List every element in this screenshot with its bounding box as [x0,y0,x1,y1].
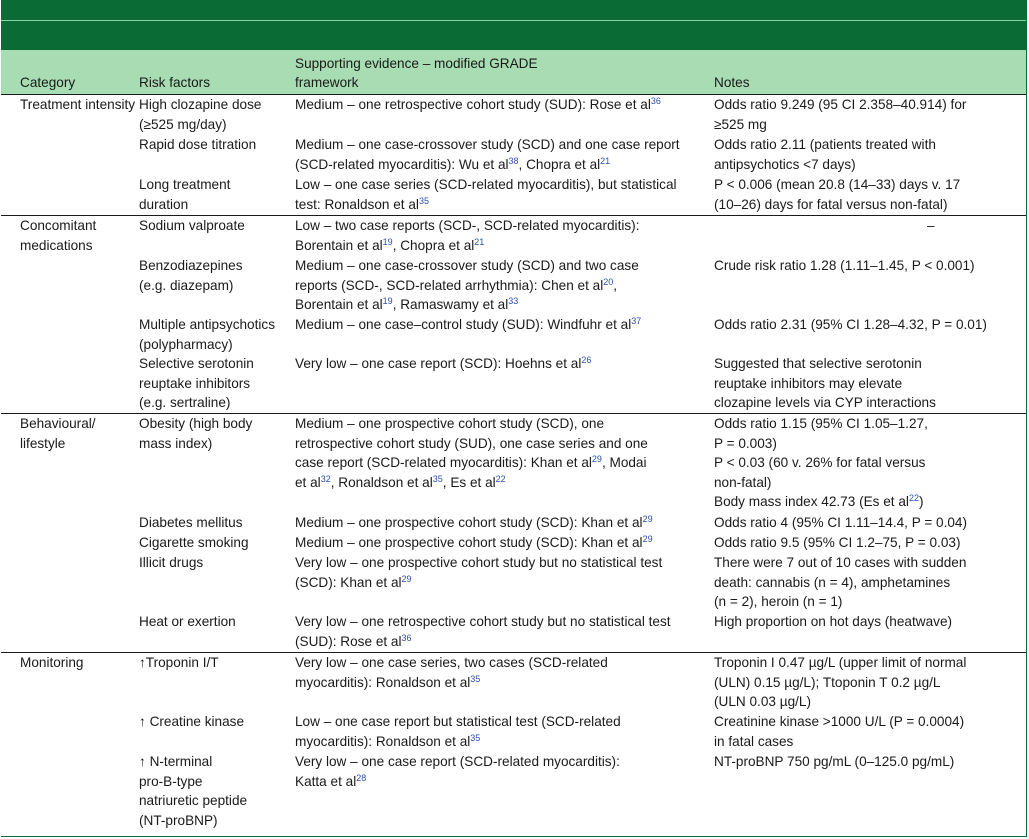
reference-link[interactable]: 19 [382,296,393,307]
notes-cell: Crude risk ratio 1.28 (1.11–1.45, P < 0.001) [714,258,975,273]
table-row [1,712,1026,752]
category-cell [1,533,138,553]
reference-link[interactable]: 35 [418,195,429,206]
evidence-cell: Low – two case reports (SCD-, SCD-related myocarditis): Borentain et $al^{19}$, Chopra et $al^{21}$ [295,218,640,253]
table-row [1,215,1026,256]
evidence-cell: Medium – one case-crossover study (SCD) and one case report (SCD-related myocarditis): Wu et $al^{38}$, Chopra et $al^{21}$ [295,137,680,172]
evidence-cell: Low – one case report but statistical test (SCD-related myocarditis): Ronaldson et $al^{35}$ [295,714,621,749]
table-row [1,95,1026,135]
risk-factor-cell: Rapid dose titration [139,137,257,152]
evidence-cell: Very low – one prospective cohort study but no statistical test (SCD): Khan et $al^{29}$ [295,555,663,590]
risk-factor-cell: Obesity (high body mass index) [139,416,253,451]
reference-link[interactable]: 38 [508,155,519,166]
title-bar [1,0,1026,21]
risk-factor-cell: Sodium valproate [139,218,245,233]
notes-cell: Odds ratio 2.31 (95% CI 1.28–4.32, P = 0.01) [714,317,987,332]
notes-cell: – [927,218,935,233]
table-header [1,50,1026,95]
table-row [1,135,1026,175]
reference-link[interactable]: 22 [495,473,506,484]
risk-factor-cell: Illicit drugs [139,555,204,570]
reference-link[interactable]: 29 [591,454,602,465]
category-cell [1,175,138,215]
category-cell [1,354,138,413]
evidence-cell: Medium – one case-crossover study (SCD) and two case reports (SCD-, SCD-related arrhythmia): Chen et $al^{20}$, Borentain et $al^{19}$, Ramaswamy et $al^{33}$ [295,258,639,313]
table-row [1,354,1026,413]
notes-cell: Odds ratio 9.5 (95% CI 1.2–75, P = 0.03) [714,535,961,550]
title-bar-lower [1,21,1026,50]
reference-link[interactable]: 19 [382,236,393,247]
category-cell [1,553,138,612]
notes-cell: Odds ratio 2.11 (patients treated with antipsychotics <7 days) [714,137,936,172]
category-cell: Behavioural/ lifestyle [20,416,96,451]
risk-factor-cell: ↑ Creatine kinase [139,714,245,729]
evidence-cell: Very low – one case series, two cases (SCD-related myocarditis): Ronaldson et $al^{35}$ [295,655,608,690]
category-cell [1,752,138,830]
table-row [1,413,1026,513]
category-cell [1,612,138,652]
risk-factor-cell: ↑Troponin I/T [139,655,219,670]
header-category: Category [20,75,76,91]
header-notes: Notes [714,75,750,91]
risk-factor-cell: Multiple antipsychotics (polypharmacy) [139,317,275,352]
evidence-cell: Medium – one prospective cohort study (SCD): Khan et $al^{29}$ [295,514,653,530]
risk-factor-cell: High clozapine dose (≥525 mg/day) [139,97,262,132]
evidence-cell: Medium – one prospective cohort study (SCD), one retrospective cohort study (SUD), one case series and one case report (SCD-related myocarditis): Khan et $al^{29}$, Modai et $al^{32}$, Ronaldson et $al^{35}$, Es et $al^{22}$ [295,416,648,490]
reference-link[interactable]: 21 [474,236,485,247]
header-risk-factors: Risk factors [139,75,211,91]
reference-link[interactable]: 21 [600,155,611,166]
category-cell [1,135,138,175]
reference-link[interactable]: 32 [320,473,331,484]
reference-link[interactable]: 33 [508,296,519,307]
notes-cell: Odds ratio 4 (95% CI 1.11–14.4, P = 0.04) [714,515,968,530]
evidence-cell: Low – one case series (SCD-related myocarditis), but statistical test: Ronaldson et $al^{35}$ [295,177,677,212]
reference-link[interactable]: 36 [650,96,661,106]
reference-link[interactable]: 35 [470,673,481,684]
header-evidence: Supporting evidence – modified GRADE framework [295,55,538,91]
notes-cell: P < 0.006 (mean 20.8 (14–33) days v. 17 (10–26) days for fatal versus non-fatal) [714,177,961,212]
evidence-cell: Very low – one retrospective cohort study but no statistical test (SUD): Rose et $al^{36}$ [295,614,671,649]
table-frame [1,0,1027,837]
evidence-cell: Medium – one prospective cohort study (SCD): Khan et $al^{29}$ [295,534,653,550]
category-cell: Treatment intensity [20,97,136,112]
notes-cell: High proportion on hot days (heatwave) [714,614,953,629]
evidence-cell: Medium – one case–control study (SUD): Windfuhr et $al^{37}$ [295,316,642,332]
notes-cell: Odds ratio 9.249 (95 CI 2.358–40.914) for ≥525 mg [714,97,967,132]
notes-cell: NT-proBNP 750 pg/mL (0–125.0 pg/mL) [714,754,955,769]
reference-link[interactable]: 37 [631,316,642,326]
risk-factor-cell: Heat or exertion [139,614,236,629]
category-cell: Concomitant medications [20,218,97,253]
notes-cell: Troponin I 0.47 µg/L (upper limit of normal (ULN) 0.15 µg/L); Ttoponin T 0.2 µg/L (ULN 0.03 µg/L) [714,655,967,710]
table-row [1,612,1026,652]
table-row [1,513,1026,533]
notes-cell: Odds ratio 1.15 (95% CI 1.05–1.27, P = 0.003) P < 0.03 (60 v. 26% for fatal versus non-fatal) Body mass index 42.73 (Es et $al^{22}$) [714,416,928,510]
table-row [1,256,1026,315]
risk-factor-cell: Selective serotonin reuptake inhibitors (e.g. sertraline) [139,356,254,411]
risk-factor-cell: Long treatment duration [139,177,231,212]
reference-link[interactable]: 28 [356,772,367,783]
reference-link[interactable]: 35 [432,473,443,484]
category-cell: Monitoring [20,655,84,670]
notes-cell: There were 7 out of 10 cases with sudden death: cannabis (n = 4), amphetamines (n = 2), heroin (n = 1) [714,555,967,610]
reference-link[interactable]: 20 [603,276,614,287]
risk-factor-cell: ↑ N-terminal pro-B-type natriuretic peptide (NT-proBNP) [139,754,248,828]
reference-link[interactable]: 22 [908,493,919,504]
reference-link[interactable]: 29 [642,514,653,524]
notes-cell: Creatinine kinase >1000 U/L (P = 0.0004) in fatal cases [714,714,965,749]
category-cell [1,315,138,354]
table-row [1,175,1026,215]
table-row [1,533,1026,553]
evidence-cell: Medium – one retrospective cohort study (SUD): Rose et $al^{36}$ [295,96,661,112]
category-cell [1,712,138,752]
reference-link[interactable]: 26 [581,355,592,365]
evidence-cell: Very low – one case report (SCD-related myocarditis): Katta et $al^{28}$ [295,754,620,789]
evidence-cell: Very low – one case report (SCD): Hoehns et $al^{26}$ [295,355,592,371]
category-cell [1,256,138,315]
category-cell [1,513,138,533]
risk-factor-cell: Cigarette smoking [139,535,249,550]
risk-factor-cell: Benzodiazepines (e.g. diazepam) [139,258,243,293]
notes-cell: Suggested that selective serotonin reuptake inhibitors may elevate clozapine levels via CYP interactions [714,356,936,411]
table-row [1,553,1026,612]
reference-link[interactable]: 29 [401,573,412,584]
table-row [1,752,1026,830]
reference-link[interactable]: 29 [642,534,653,544]
risk-factor-cell: Diabetes mellitus [139,515,243,530]
table-row [1,315,1026,354]
reference-link[interactable]: 36 [401,632,412,643]
table-body [1,95,1026,830]
reference-link[interactable]: 35 [470,732,481,743]
table-row [1,652,1026,712]
